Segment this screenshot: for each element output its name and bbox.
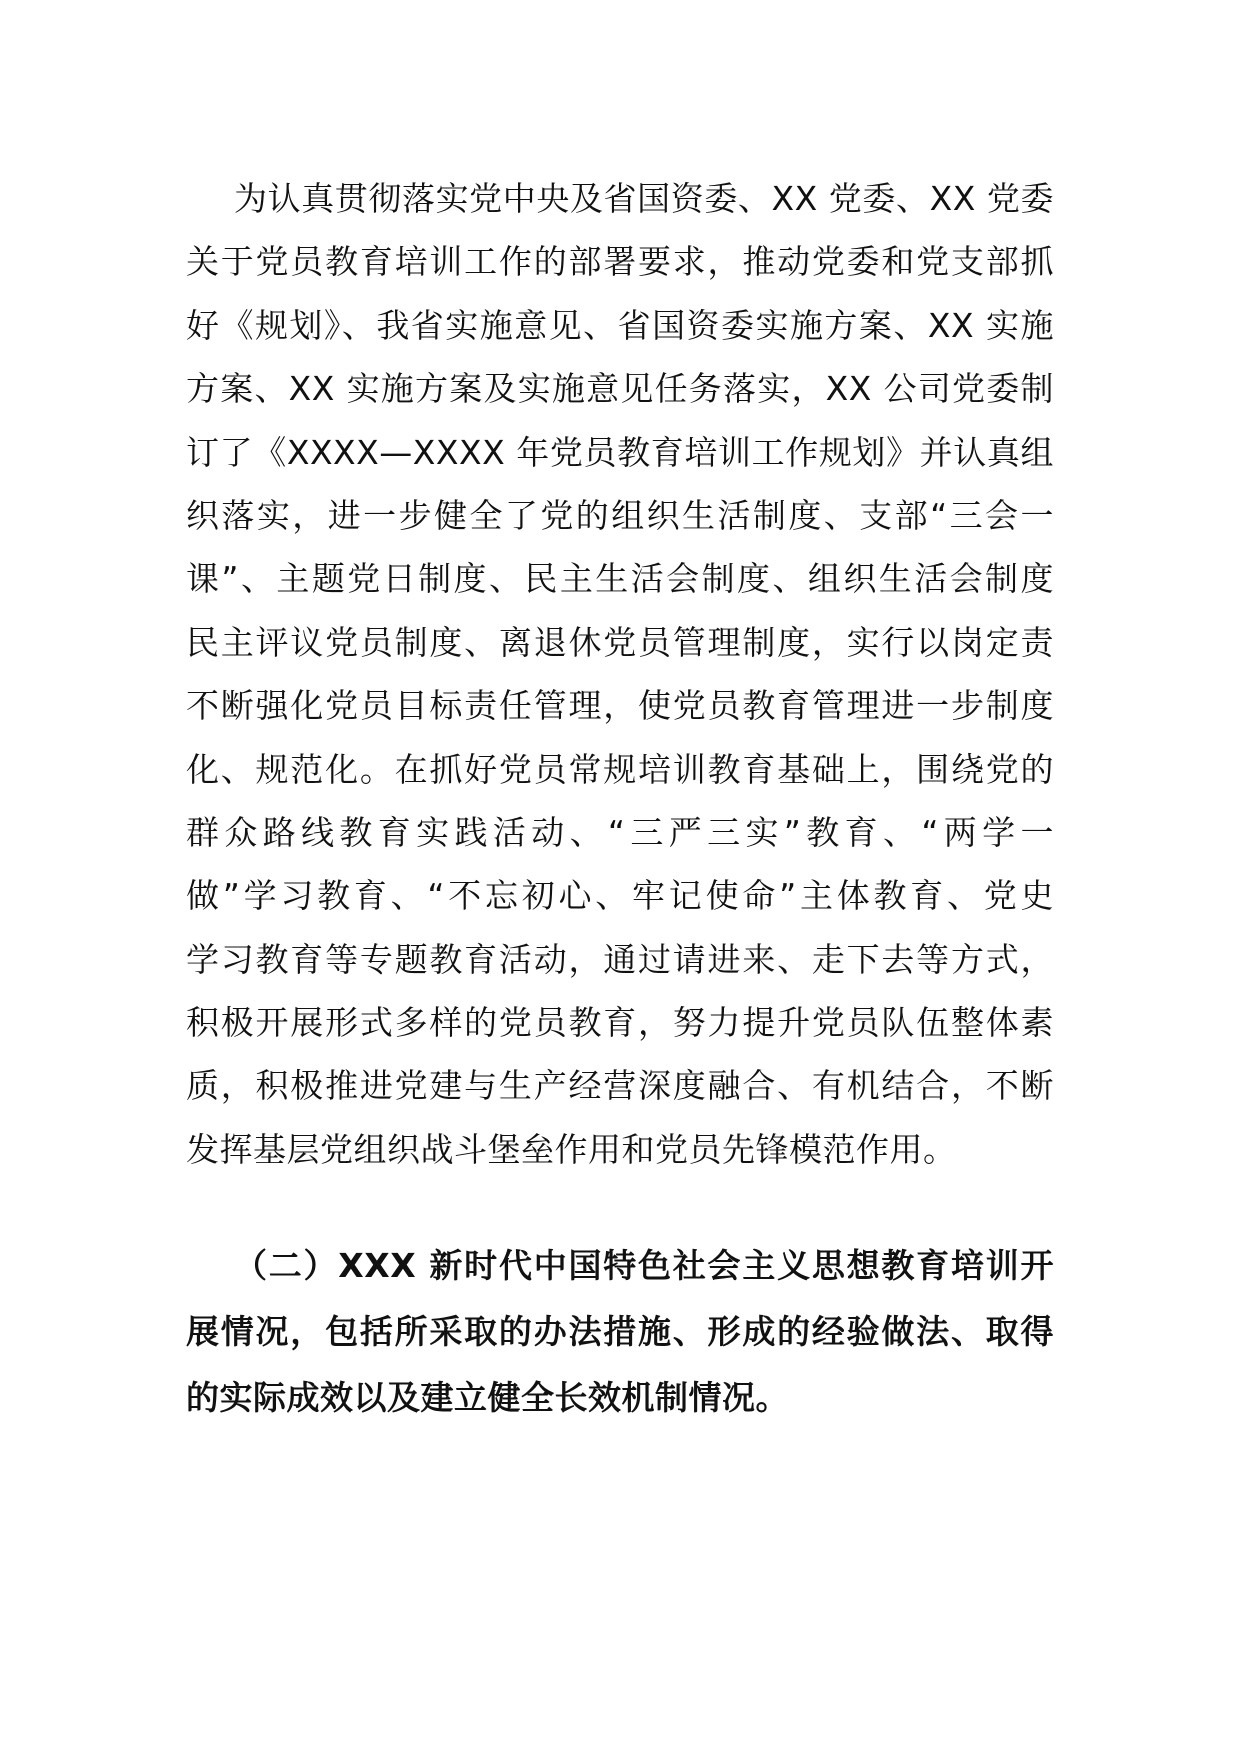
paragraph-line: 关于党员教育培训工作的部署要求，推动党委和党支部抓 [186, 242, 1054, 282]
section-heading [186, 1233, 1054, 1431]
paragraph-line: 学习教育等专题教育活动，通过请进来、走下去等方式， [186, 939, 1054, 979]
paragraph-line: 不断强化党员目标责任管理，使党员教育管理进一步制度 [186, 686, 1054, 726]
paragraph-line: 织落实，进一步健全了党的组织生活制度、支部“三会一 [186, 495, 1054, 535]
heading-line: 的实际成效以及建立健全长效机制情况。 [186, 1378, 789, 1417]
paragraph-line: 发挥基层党组织战斗堡垒作用和党员先锋模范作用。 [186, 1129, 957, 1169]
paragraph-line: 课”、主题党日制度、民主生活会制度、组织生活会制度 [186, 559, 1054, 599]
paragraph-line: 做”学习教育、“不忘初心、牢记使命”主体教育、党史 [186, 876, 1054, 916]
paragraph-line: 民主评议党员制度、离退休党员管理制度，实行以岗定责 [186, 622, 1054, 662]
paragraph-line: 群众路线教育实践活动、“三严三实”教育、“两学一 [186, 812, 1054, 852]
paragraph-line: 质，积极推进党建与生产经营深度融合、有机结合，不断 [186, 1066, 1054, 1106]
heading-line: 展情况，包括所采取的办法措施、形成的经验做法、取得 [186, 1312, 1054, 1351]
paragraph-line: 为认真贯彻落实党中央及省国资委、XX 党委、XX 党委 [234, 179, 1054, 218]
body-paragraph [186, 167, 1054, 1181]
paragraph-line: 化、规范化。在抓好党员常规培训教育基础上，围绕党的 [186, 749, 1054, 789]
heading-line: （二）XXX 新时代中国特色社会主义思想教育培训开 [234, 1246, 1054, 1285]
paragraph-line: 订了《XXXX—XXXX 年党员教育培训工作规划》并认真组 [186, 432, 1054, 472]
paragraph-line: 积极开展形式多样的党员教育，努力提升党员队伍整体素 [186, 1003, 1054, 1043]
paragraph-line: 方案、XX 实施方案及实施意见任务落实，XX 公司党委制 [186, 369, 1054, 409]
paragraph-line: 好《规划》、我省实施意见、省国资委实施方案、XX 实施 [186, 305, 1054, 345]
